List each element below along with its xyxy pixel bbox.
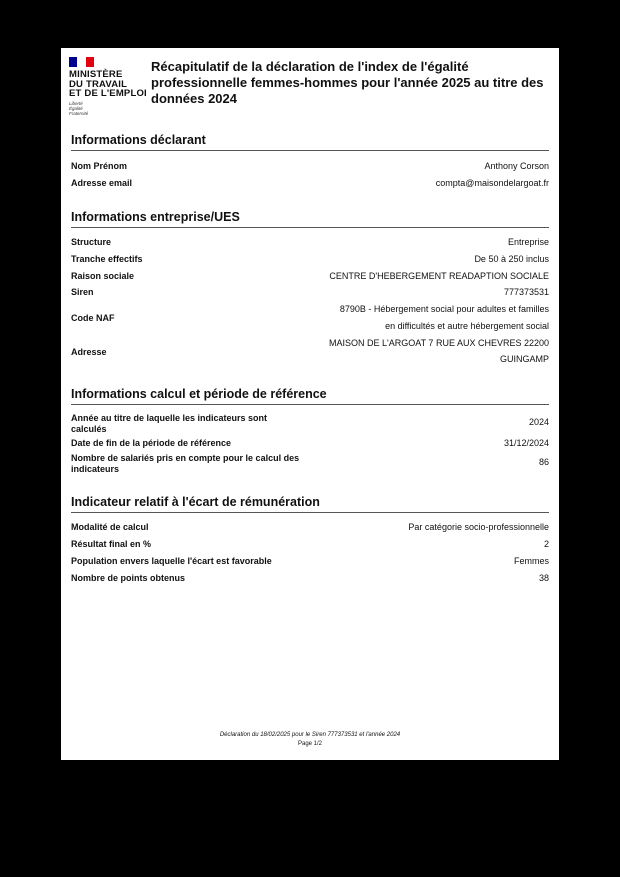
row-value: 38 [538, 573, 549, 583]
row-value: CENTRE D'HEBERGEMENT READAPTION SOCIALE [329, 271, 549, 281]
row-value: De 50 à 250 inclus [474, 254, 549, 264]
republic-motto: Liberté Égalité Fraternité [69, 100, 89, 116]
row-value: Anthony Corson [484, 161, 549, 171]
row-label: Nombre de salariés pris en compte pour le calcul des indicateurs [71, 453, 300, 474]
row-value: 86 [538, 457, 549, 467]
row-label: Population envers laquelle l'écart est favorable [71, 556, 272, 566]
row-label: Code NAF [71, 313, 115, 323]
row-value: compta@maisondelargoat.fr [435, 178, 549, 188]
row-value: 777373531 [503, 287, 549, 297]
document-page [61, 48, 559, 760]
row-label: Raison sociale [71, 271, 135, 281]
row-label: Nombre de points obtenus [71, 573, 186, 583]
row-label: Date de fin de la période de référence [71, 438, 232, 448]
row-label: Siren [71, 287, 94, 297]
french-flag-icon [69, 57, 94, 67]
row-value: 31/12/2024 [503, 438, 549, 448]
row-value: Par catégorie socio-professionnelle [408, 522, 549, 532]
row-value: 2024 [528, 417, 549, 427]
row-label: Résultat final en % [71, 539, 152, 549]
row-value: MAISON DE L'ARGOAT 7 RUE AUX CHEVRES 22200 GUINGAMP [329, 338, 549, 364]
row-value: Entreprise [507, 237, 549, 247]
row-label: Adresse [71, 347, 107, 357]
ministry-name: MINISTÈRE DU TRAVAIL ET DE L'EMPLOI [69, 69, 147, 99]
ministry-logo [69, 57, 149, 116]
row-label: Année au titre de laquelle les indicateurs sont calculés [71, 413, 268, 434]
section-title-entreprise: Informations entreprise/UES [71, 210, 549, 228]
row-value: 8790B - Hébergement social pour adultes et familles en difficultés et autre hébergement social [339, 304, 549, 331]
row-value: Femmes [513, 556, 549, 566]
section-title-remuneration: Indicateur relatif à l'écart de rémunération [71, 495, 549, 513]
row-value: 2 [543, 539, 549, 549]
footer-declaration-line: Déclaration du 18/02/2025 pour le Siren 777373531 et l'année 2024 [219, 732, 401, 738]
page-number: Page 1/2 [297, 741, 323, 747]
document-title: Récapitulatif de la déclaration de l'index de l'égalité professionnelle femmes-hommes pour l'année 2025 au titre des données 2024 [151, 59, 544, 106]
section-title-calcul: Informations calcul et période de référence [71, 387, 549, 405]
row-label: Adresse email [71, 178, 133, 188]
row-label: Structure [71, 237, 112, 247]
row-label: Tranche effectifs [71, 254, 143, 264]
row-label: Nom Prénom [71, 161, 128, 171]
page-footer [61, 731, 559, 749]
row-label: Modalité de calcul [71, 522, 149, 532]
section-title-declarant: Informations déclarant [71, 133, 549, 151]
